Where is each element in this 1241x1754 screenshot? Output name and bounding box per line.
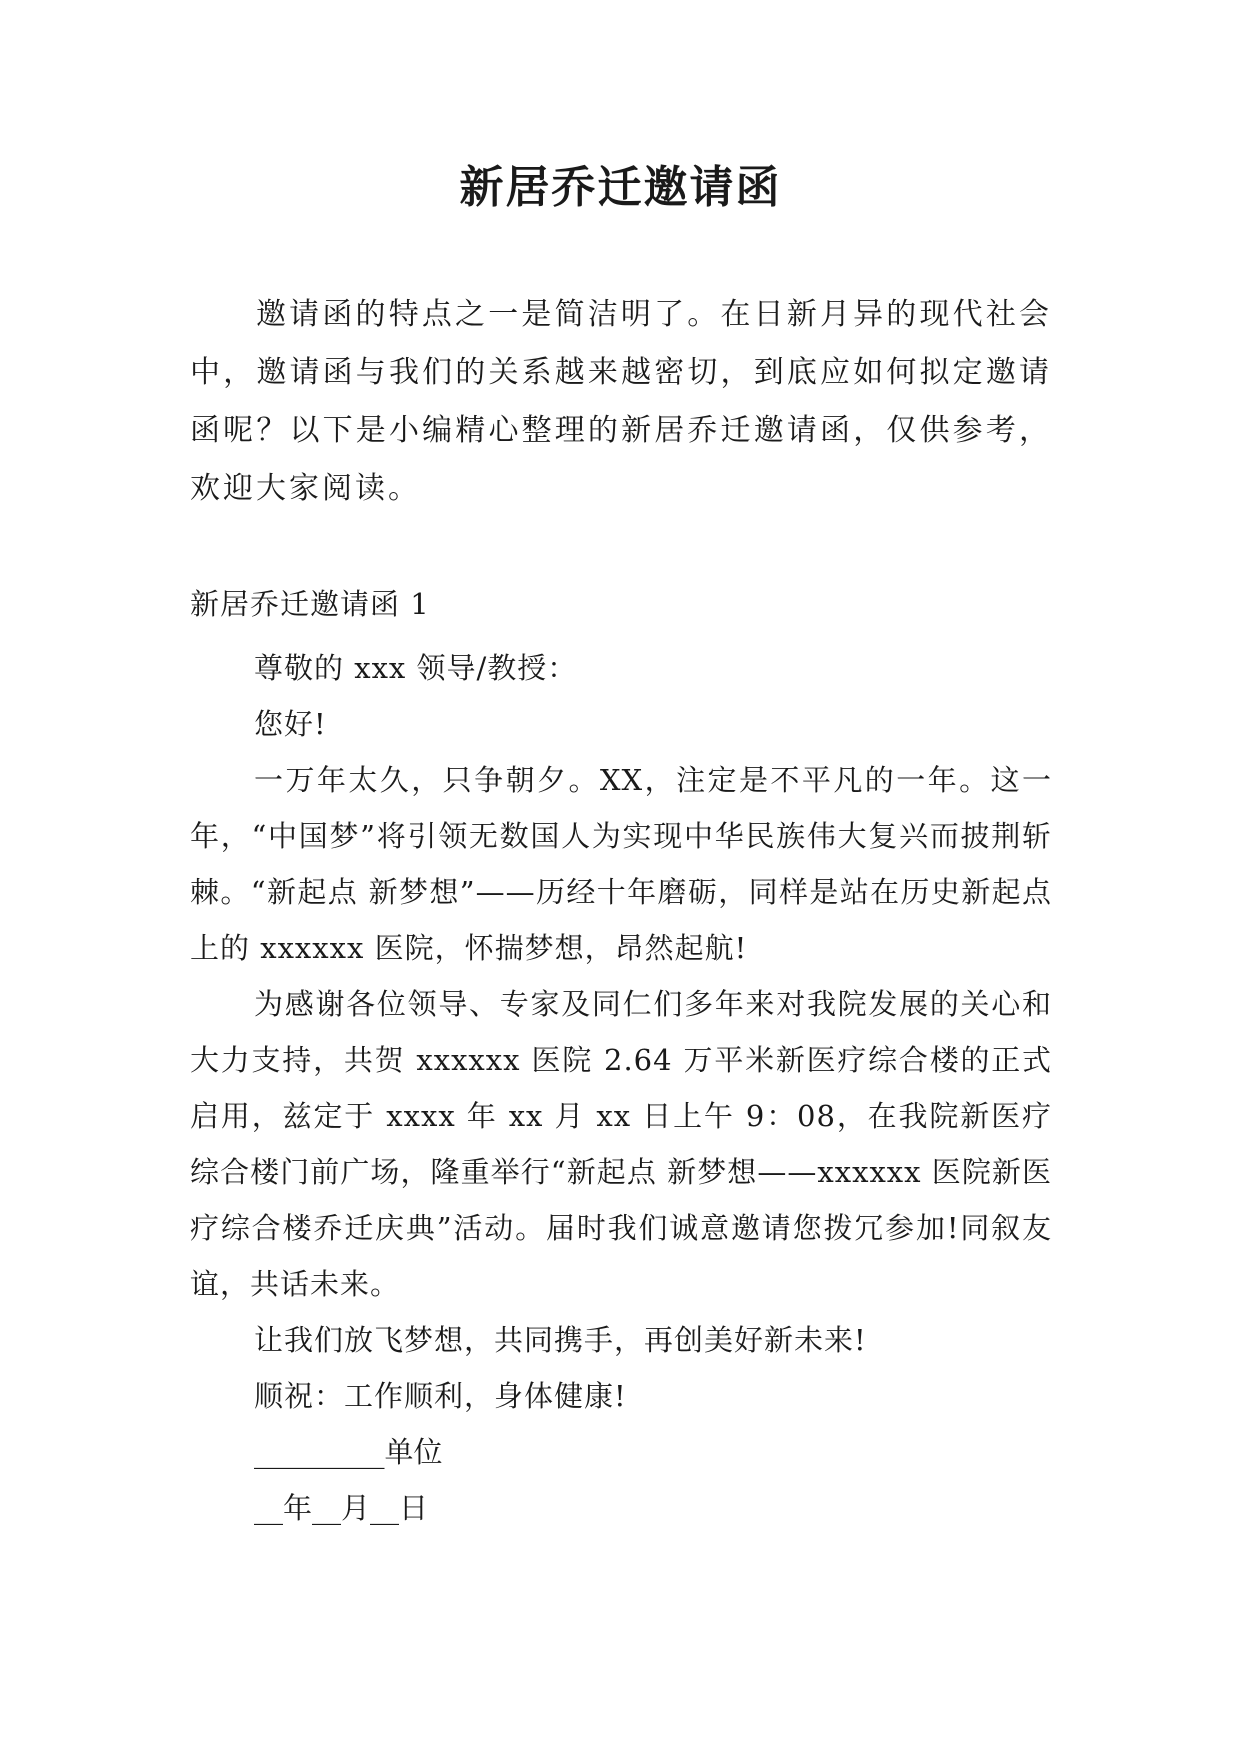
signature-date: __年__月__日	[254, 1491, 429, 1525]
invitation-letter	[190, 640, 1052, 1536]
section-heading: 新居乔迁邀请函 1	[190, 587, 430, 621]
letter-paragraph-3: 让我们放飞梦想，共同携手，再创美好新未来!	[254, 1323, 867, 1357]
salutation: 尊敬的 xxx 领导/教授：	[254, 651, 578, 685]
signature-unit: _________单位	[254, 1435, 443, 1469]
letter-paragraph-1: 一万年太久，只争朝夕。XX，注定是不平凡的一年。这一年，“中国梦”将引领无数国人为实现中华民族伟大复兴而披荆斩棘。“新起点 新梦想”——历经十年磨砺，同样是站在历史新起点上的 xxxxxx 医院，怀揣梦想，昂然起航!	[190, 763, 1052, 965]
greeting: 您好!	[254, 707, 327, 741]
intro-paragraph: 邀请函的特点之一是简洁明了。在日新月异的现代社会中，邀请函与我们的关系越来越密切，到底应如何拟定邀请函呢？以下是小编精心整理的新居乔迁邀请函，仅供参考，欢迎大家阅读。	[190, 297, 1052, 506]
document-title: 新居乔迁邀请函	[459, 162, 782, 213]
closing-wishes: 顺祝：工作顺利，身体健康!	[254, 1379, 627, 1413]
letter-paragraph-2: 为感谢各位领导、专家及同仁们多年来对我院发展的关心和大力支持，共贺 xxxxxx 医院 2.64 万平米新医疗综合楼的正式启用，兹定于 xxxx 年 xx 月 xx 日上午 9：08，在我院新医疗综合楼门前广场，隆重举行“新起点 新梦想——xxxxxx 医院新医疗综合楼乔迁庆典”活动。届时我们诚意邀请您拨冗参加!同叙友谊，共话未来。	[190, 987, 1052, 1301]
